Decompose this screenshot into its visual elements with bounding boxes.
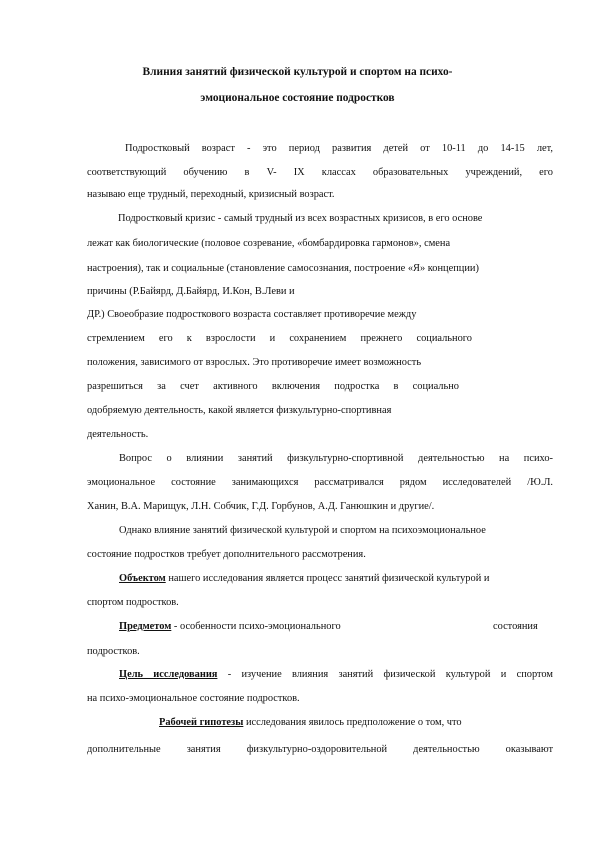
paragraph-line: соответствующий обучению в V- IX классах образовательных учреждений, его — [87, 167, 553, 178]
paragraph-line: Подростковый кризис - самый трудный из всех возрастных кризисов, в его основе — [118, 213, 483, 224]
paragraph-line — [119, 620, 419, 634]
title-line-1: Влиния занятий физической культурой и спортом на психо- — [142, 66, 453, 78]
paragraph-line — [119, 572, 553, 586]
goal-term: Цель исследования — [119, 669, 218, 680]
paragraph-line: эмоциональное состояние занимающихся рассматривался рядом исследователей /Ю.Л. — [87, 477, 553, 488]
paragraph-line: стремлением его к взрослости и сохранением прежнего социального — [87, 333, 472, 344]
paragraph-line: Вопрос о влиянии занятий физкультурно-спортивной деятельностью на психо- — [119, 453, 553, 464]
paragraph-line: настроения), так и социальные (становление самосознания, построение «Я» концепции) — [87, 263, 479, 274]
paragraph-line: причины (Р.Байярд, Д.Байярд, И.Кон, В.Леви и — [87, 286, 295, 297]
hypothesis-text: исследования явилось предположение о том, что — [243, 717, 462, 728]
paragraph-line-end: состояния — [493, 621, 538, 632]
paragraph-line: лежат как биологические (половое созревание, «бомбардировка гармонов», смена — [87, 238, 451, 249]
paragraph-line: на психо-эмоциональное состояние подростков. — [87, 693, 300, 704]
paragraph-line — [119, 668, 553, 682]
paragraph-line: Подростковый возраст - это период развития детей от 10-11 до 14-15 лет, — [125, 143, 553, 154]
subject-text: - особенности психо-эмоционального — [171, 621, 341, 632]
paragraph-line: подростков. — [87, 646, 140, 657]
paragraph-line: деятельность. — [87, 429, 149, 440]
paragraph-line: состояние подростков требует дополнительного рассмотрения. — [87, 549, 366, 560]
paragraph-line: разрешиться за счет активного включения подростка в социально — [87, 381, 459, 392]
paragraph-line: Однако влияние занятий физической культурой и спортом на психоэмоциональное — [119, 525, 486, 536]
paragraph-line: называю еще трудный, переходный, кризисный возраст. — [87, 189, 335, 200]
subject-term: Предметом — [119, 621, 172, 632]
paragraph-line: Ханин, В.А. Марищук, Л.Н. Собчик, Г.Д. Горбунов, А.Д. Ганюшкин и другие/. — [87, 501, 435, 512]
paragraph-line: положения, зависимого от взрослых. Это противоречие имеет возможность — [87, 357, 422, 368]
goal-text: - изучение влияния занятий физической культурой и спортом — [217, 669, 553, 680]
hypothesis-term: Рабочей гипотезы — [159, 717, 244, 728]
paragraph-line: спортом подростков. — [87, 597, 179, 608]
object-text: нашего исследования является процесс занятий физической культурой и — [165, 573, 490, 584]
paragraph-line: ДР.) Своеобразие подросткового возраста составляет противоречие между — [87, 309, 417, 320]
paragraph-line: одобряемую деятельность, какой является физкультурно-спортивная — [87, 405, 392, 416]
paragraph-line: дополнительные занятия физкультурно-оздоровительной деятельностью оказывают — [87, 744, 553, 755]
object-term: Объектом — [119, 573, 166, 584]
paragraph-line — [159, 716, 553, 730]
title-line-2: эмоциональное состояние подростков — [200, 92, 395, 104]
